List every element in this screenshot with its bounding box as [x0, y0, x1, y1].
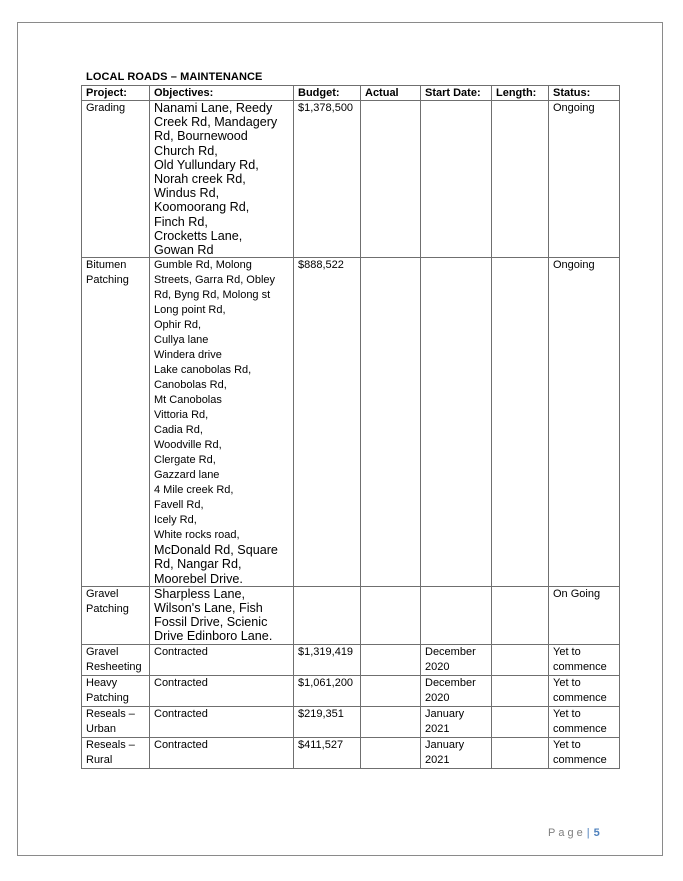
cell-project: Grading [82, 101, 150, 258]
cell-project: Gravel Resheeting [82, 644, 150, 675]
table-row [82, 101, 620, 258]
cell-length [492, 644, 549, 675]
page-footer [548, 827, 600, 839]
cell-length [492, 101, 549, 258]
objective-line: Favell Rd, [154, 499, 204, 512]
cell-status: Ongoing [549, 101, 620, 258]
table-row [82, 644, 620, 675]
cell-length [492, 258, 549, 587]
objective-line: Old Yullundary Rd, [154, 157, 259, 172]
cell-status: Yet to commence [549, 706, 620, 737]
objective-line: Clergate Rd, [154, 454, 216, 467]
cell-project: Heavy Patching [82, 675, 150, 706]
objective-line: 4 Mile creek Rd, [154, 484, 234, 497]
cell-status: Ongoing [549, 258, 620, 587]
column-header-budget: Budget: [294, 86, 361, 101]
cell-budget: $1,378,500 [294, 101, 361, 258]
cell-status: Yet to commence [549, 737, 620, 768]
cell-budget: $1,061,200 [294, 675, 361, 706]
objective-line: Ophir Rd, [154, 319, 202, 332]
cell-actual [361, 258, 421, 587]
objective-line: Moorebel Drive. [154, 571, 243, 586]
objective-line: Icely Rd, [154, 514, 197, 527]
objective-line: Finch Rd, [154, 214, 208, 229]
cell-length [492, 675, 549, 706]
objective-line: Contracted [154, 707, 208, 720]
cell-objectives [150, 737, 294, 768]
maintenance-table [81, 85, 620, 769]
page-separator: | [586, 827, 590, 839]
cell-budget: $219,351 [294, 706, 361, 737]
objective-line: Contracted [154, 676, 208, 689]
column-header-length: Length: [492, 86, 549, 101]
cell-objectives [150, 706, 294, 737]
cell-start-date: January 2021 [421, 706, 492, 737]
cell-budget: $1,319,419 [294, 644, 361, 675]
cell-length [492, 737, 549, 768]
column-header-project: Project: [82, 86, 150, 101]
page-label: Page [548, 827, 586, 839]
cell-length [492, 706, 549, 737]
objective-line: Long point Rd, [154, 304, 226, 317]
objective-line: Mt Canobolas [154, 394, 222, 407]
cell-objectives [150, 675, 294, 706]
column-header-objectives: Objectives: [150, 86, 294, 101]
table-row [82, 258, 620, 587]
cell-actual [361, 101, 421, 258]
objective-line: Gazzard lane [154, 469, 220, 482]
objective-line: Vittoria Rd, [154, 409, 209, 422]
column-header-status: Status: [549, 86, 620, 101]
objective-line: Sharpless Lane, Wilson's Lane, Fish Fossil Drive, Scienic Drive Edinboro Lane. [154, 586, 273, 644]
cell-actual [361, 644, 421, 675]
table-row [82, 737, 620, 768]
section-heading: LOCAL ROADS – MAINTENANCE [86, 71, 263, 83]
table-row [82, 706, 620, 737]
objective-line: Windus Rd, [154, 186, 220, 201]
objective-line: Canobolas Rd, [154, 379, 227, 392]
objective-line: Cullya lane [154, 334, 209, 347]
objective-line: Lake canobolas Rd, [154, 364, 252, 377]
cell-project: Reseals – Urban [82, 706, 150, 737]
cell-status: Yet to commence [549, 644, 620, 675]
objective-line: Nanami Lane, Reedy Creek Rd, Mandagery Rd, Bournewood Church Rd, [154, 101, 278, 158]
cell-objectives [150, 644, 294, 675]
cell-start-date: December 2020 [421, 675, 492, 706]
cell-budget [294, 586, 361, 644]
cell-project: Reseals – Rural [82, 737, 150, 768]
cell-actual [361, 706, 421, 737]
table-row [82, 586, 620, 644]
cell-project: Bitumen Patching [82, 258, 150, 587]
cell-status: On Going [549, 586, 620, 644]
column-header-actual: Actual [361, 86, 421, 101]
objective-line: Contracted [154, 645, 208, 658]
cell-objectives [150, 258, 294, 587]
cell-start-date: December 2020 [421, 644, 492, 675]
cell-budget: $888,522 [294, 258, 361, 587]
objective-line: Norah creek Rd, [154, 172, 246, 187]
objective-line: Woodville Rd, [154, 439, 222, 452]
cell-actual [361, 737, 421, 768]
objective-line: Gumble Rd, Molong Streets, Garra Rd, Obley Rd, Byng Rd, Molong st [154, 259, 276, 302]
objective-line: Windera drive [154, 349, 222, 362]
cell-start-date [421, 258, 492, 587]
cell-actual [361, 675, 421, 706]
cell-start-date [421, 586, 492, 644]
cell-start-date [421, 101, 492, 258]
objective-line: White rocks road, [154, 529, 240, 542]
cell-project: Gravel Patching [82, 586, 150, 644]
cell-start-date: January 2021 [421, 737, 492, 768]
objective-line: Cadia Rd, [154, 424, 203, 437]
table-row [82, 675, 620, 706]
objective-line: Gowan Rd [154, 243, 214, 258]
objective-line: Contracted [154, 738, 208, 751]
objective-line: McDonald Rd, Square Rd, Nangar Rd, [154, 543, 278, 572]
cell-budget: $411,527 [294, 737, 361, 768]
page-number: 5 [593, 827, 600, 839]
objective-line: Koomoorang Rd, [154, 200, 250, 215]
objective-line: Crocketts Lane, [154, 228, 243, 243]
cell-actual [361, 586, 421, 644]
table-header-row [82, 86, 620, 101]
cell-objectives [150, 586, 294, 644]
cell-objectives [150, 101, 294, 258]
cell-status: Yet to commence [549, 675, 620, 706]
column-header-start-date: Start Date: [421, 86, 492, 101]
cell-length [492, 586, 549, 644]
